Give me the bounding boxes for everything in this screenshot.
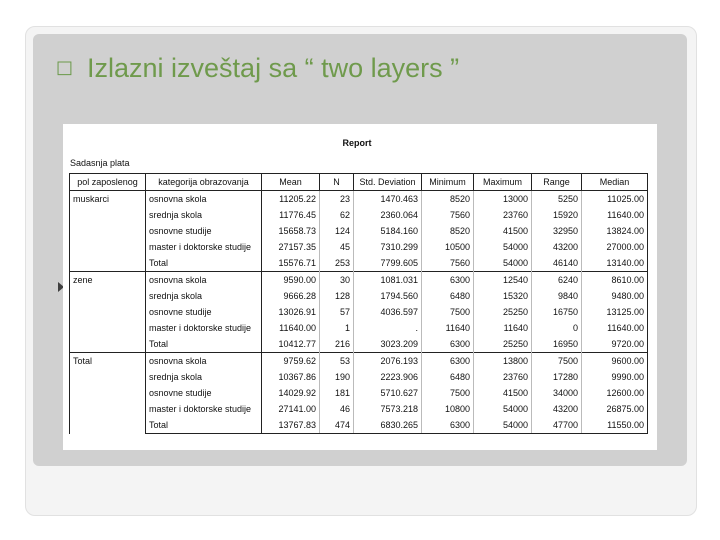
value-cell: 13140.00 (582, 255, 648, 272)
value-cell: 1 (320, 320, 354, 336)
value-cell: 12540 (474, 272, 532, 289)
report-table (69, 173, 648, 434)
value-cell: 25250 (474, 304, 532, 320)
value-cell: 2223.906 (354, 369, 422, 385)
category-cell: master i doktorske studije (146, 401, 262, 417)
category-cell: srednja skola (146, 369, 262, 385)
value-cell: 7799.605 (354, 255, 422, 272)
report-title: Report (342, 138, 372, 148)
table-row (70, 255, 648, 272)
value-cell: 6480 (422, 369, 474, 385)
value-cell: 54000 (474, 417, 532, 434)
category-cell: osnovna skola (146, 191, 262, 208)
value-cell: 11640.00 (262, 320, 320, 336)
value-cell: 54000 (474, 239, 532, 255)
table-row (70, 385, 648, 401)
category-cell: master i doktorske studije (146, 320, 262, 336)
value-cell: 4036.597 (354, 304, 422, 320)
header-cell: kategorija obrazovanja (146, 174, 262, 191)
value-cell: 9666.28 (262, 288, 320, 304)
value-cell: 0 (532, 320, 582, 336)
value-cell: 8610.00 (582, 272, 648, 289)
value-cell: 1470.463 (354, 191, 422, 208)
category-cell: Total (146, 255, 262, 272)
value-cell: 17280 (532, 369, 582, 385)
value-cell: 9840 (532, 288, 582, 304)
value-cell: 27000.00 (582, 239, 648, 255)
category-cell: srednja skola (146, 207, 262, 223)
header-cell: N (320, 174, 354, 191)
category-cell: osnovna skola (146, 353, 262, 370)
value-cell: 10412.77 (262, 336, 320, 353)
value-cell: 1081.031 (354, 272, 422, 289)
value-cell: 7310.299 (354, 239, 422, 255)
value-cell: 1794.560 (354, 288, 422, 304)
table-row (70, 369, 648, 385)
value-cell: 7573.218 (354, 401, 422, 417)
square-bullet-icon: □ (56, 57, 74, 78)
value-cell: 7560 (422, 255, 474, 272)
header-cell: Range (532, 174, 582, 191)
value-cell: 11776.45 (262, 207, 320, 223)
value-cell: 6830.265 (354, 417, 422, 434)
value-cell: 26875.00 (582, 401, 648, 417)
value-cell: 10500 (422, 239, 474, 255)
table-row (70, 417, 648, 434)
header-cell: pol zaposlenog (70, 174, 146, 191)
value-cell: 57 (320, 304, 354, 320)
value-cell: 2076.193 (354, 353, 422, 370)
value-cell: 46 (320, 401, 354, 417)
table-row (70, 191, 648, 208)
category-cell: osnovna skola (146, 272, 262, 289)
value-cell: 128 (320, 288, 354, 304)
value-cell: 11205.22 (262, 191, 320, 208)
table-row (70, 336, 648, 353)
value-cell: 253 (320, 255, 354, 272)
category-cell: osnovne studije (146, 223, 262, 239)
value-cell: 54000 (474, 401, 532, 417)
value-cell: 181 (320, 385, 354, 401)
value-cell: 124 (320, 223, 354, 239)
value-cell: 11640.00 (582, 320, 648, 336)
value-cell: 47700 (532, 417, 582, 434)
value-cell: 6300 (422, 336, 474, 353)
header-cell: Maximum (474, 174, 532, 191)
value-cell: 11550.00 (582, 417, 648, 434)
value-cell: 30 (320, 272, 354, 289)
value-cell: 9990.00 (582, 369, 648, 385)
value-cell: 3023.209 (354, 336, 422, 353)
value-cell: 5250 (532, 191, 582, 208)
value-cell: 474 (320, 417, 354, 434)
value-cell: 216 (320, 336, 354, 353)
report-table-title: Sadasnja plata (70, 158, 130, 168)
category-cell: Total (146, 417, 262, 434)
value-cell: 12600.00 (582, 385, 648, 401)
value-cell: 53 (320, 353, 354, 370)
value-cell: 27141.00 (262, 401, 320, 417)
value-cell: . (354, 320, 422, 336)
value-cell: 10367.86 (262, 369, 320, 385)
value-cell: 46140 (532, 255, 582, 272)
value-cell: 23760 (474, 369, 532, 385)
report-table-body (70, 191, 648, 434)
value-cell: 15320 (474, 288, 532, 304)
value-cell: 6300 (422, 417, 474, 434)
slide-title: Izlazni izveštaj sa “ two layers ” (87, 53, 460, 83)
value-cell: 7500 (532, 353, 582, 370)
value-cell: 13026.91 (262, 304, 320, 320)
value-cell: 6240 (532, 272, 582, 289)
value-cell: 6300 (422, 272, 474, 289)
header-cell: Mean (262, 174, 320, 191)
table-row (70, 401, 648, 417)
value-cell: 13125.00 (582, 304, 648, 320)
value-cell: 9720.00 (582, 336, 648, 353)
value-cell: 16750 (532, 304, 582, 320)
value-cell: 41500 (474, 385, 532, 401)
header-cell: Median (582, 174, 648, 191)
value-cell: 8520 (422, 223, 474, 239)
value-cell: 16950 (532, 336, 582, 353)
value-cell: 7500 (422, 385, 474, 401)
value-cell: 13824.00 (582, 223, 648, 239)
value-cell: 9590.00 (262, 272, 320, 289)
category-cell: osnovne studije (146, 304, 262, 320)
value-cell: 9480.00 (582, 288, 648, 304)
category-cell: Total (146, 336, 262, 353)
category-cell: osnovne studije (146, 385, 262, 401)
value-cell: 15920 (532, 207, 582, 223)
table-row (70, 353, 648, 370)
table-row (70, 288, 648, 304)
group-label: muskarci (70, 191, 146, 272)
value-cell: 27157.35 (262, 239, 320, 255)
value-cell: 13800 (474, 353, 532, 370)
report-image (63, 124, 657, 450)
table-row (70, 207, 648, 223)
value-cell: 11025.00 (582, 191, 648, 208)
value-cell: 11640 (422, 320, 474, 336)
value-cell: 15576.71 (262, 255, 320, 272)
group-label: Total (70, 353, 146, 434)
value-cell: 9600.00 (582, 353, 648, 370)
value-cell: 25250 (474, 336, 532, 353)
group-label: zene (70, 272, 146, 353)
value-cell: 62 (320, 207, 354, 223)
value-cell: 8520 (422, 191, 474, 208)
value-cell: 7560 (422, 207, 474, 223)
value-cell: 43200 (532, 401, 582, 417)
table-row (70, 272, 648, 289)
table-row (70, 320, 648, 336)
value-cell: 11640.00 (582, 207, 648, 223)
value-cell: 9759.62 (262, 353, 320, 370)
value-cell: 13000 (474, 191, 532, 208)
table-row (70, 304, 648, 320)
value-cell: 32950 (532, 223, 582, 239)
value-cell: 2360.064 (354, 207, 422, 223)
value-cell: 7500 (422, 304, 474, 320)
value-cell: 190 (320, 369, 354, 385)
value-cell: 10800 (422, 401, 474, 417)
value-cell: 5184.160 (354, 223, 422, 239)
value-cell: 23760 (474, 207, 532, 223)
value-cell: 34000 (532, 385, 582, 401)
value-cell: 43200 (532, 239, 582, 255)
header-cell: Std. Deviation (354, 174, 422, 191)
table-row (70, 239, 648, 255)
value-cell: 5710.627 (354, 385, 422, 401)
category-cell: master i doktorske studije (146, 239, 262, 255)
header-row (70, 174, 648, 191)
value-cell: 41500 (474, 223, 532, 239)
table-row (70, 223, 648, 239)
value-cell: 13767.83 (262, 417, 320, 434)
value-cell: 11640 (474, 320, 532, 336)
value-cell: 45 (320, 239, 354, 255)
value-cell: 14029.92 (262, 385, 320, 401)
category-cell: srednja skola (146, 288, 262, 304)
value-cell: 6480 (422, 288, 474, 304)
value-cell: 54000 (474, 255, 532, 272)
value-cell: 6300 (422, 353, 474, 370)
header-cell: Minimum (422, 174, 474, 191)
value-cell: 15658.73 (262, 223, 320, 239)
value-cell: 23 (320, 191, 354, 208)
